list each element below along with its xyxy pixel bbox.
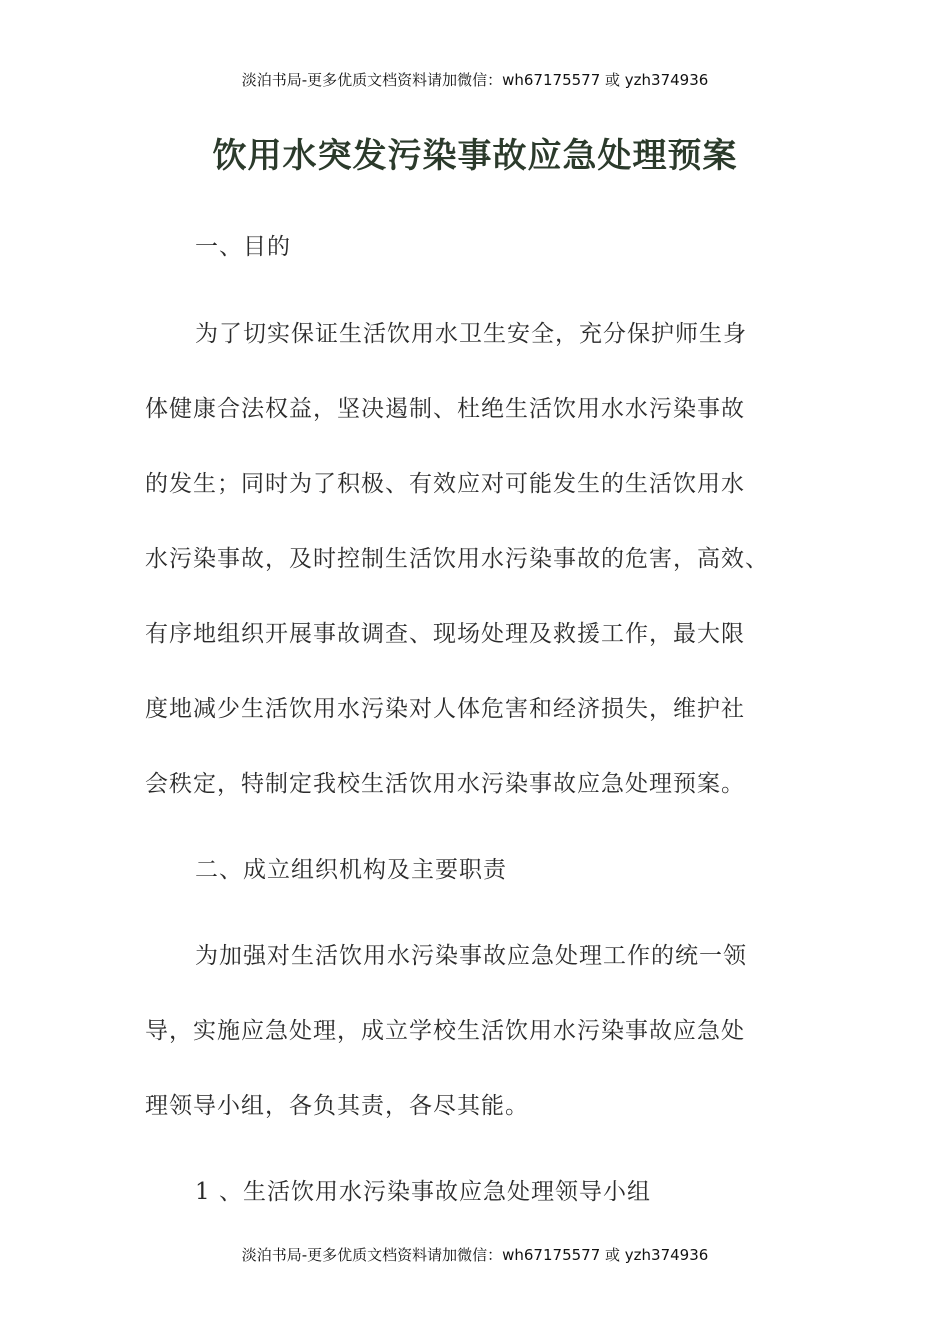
paragraph-line: 体健康合法权益，坚决遏制、杜绝生活饮用水水污染事故 xyxy=(145,396,745,422)
paragraph-line: 水污染事故，及时控制生活饮用水污染事故的危害，高效、 xyxy=(145,546,769,572)
document-title: 饮用水突发污染事故应急处理预案 xyxy=(212,136,738,176)
page-footer: 淡泊书局-更多优质文档资料请加微信：wh67175577 或 yzh374936 xyxy=(241,1246,709,1264)
page-header: 淡泊书局-更多优质文档资料请加微信：wh67175577 或 yzh374936 xyxy=(241,71,709,89)
paragraph-line: 理领导小组，各负其责，各尽其能。 xyxy=(145,1093,529,1119)
paragraph-line: 为了切实保证生活饮用水卫生安全，充分保护师生身 xyxy=(195,321,747,347)
paragraph-line: 导，实施应急处理，成立学校生活饮用水污染事故应急处 xyxy=(145,1018,745,1044)
paragraph-line: 有序地组织开展事故调查、现场处理及救援工作，最大限 xyxy=(145,621,745,647)
paragraph-line: 会秩定，特制定我校生活饮用水污染事故应急处理预案。 xyxy=(145,771,745,797)
paragraph-line: 的发生；同时为了积极、有效应对可能发生的生活饮用水 xyxy=(145,471,745,497)
subsection-heading: 1 、生活饮用水污染事故应急处理领导小组 xyxy=(195,1179,651,1205)
paragraph-line: 为加强对生活饮用水污染事故应急处理工作的统一领 xyxy=(195,943,747,969)
paragraph-line: 度地减少生活饮用水污染对人体危害和经济损失，维护社 xyxy=(145,696,745,722)
section-heading-organization: 二、成立组织机构及主要职责 xyxy=(195,857,507,883)
section-heading-purpose: 一、目的 xyxy=(195,234,291,260)
